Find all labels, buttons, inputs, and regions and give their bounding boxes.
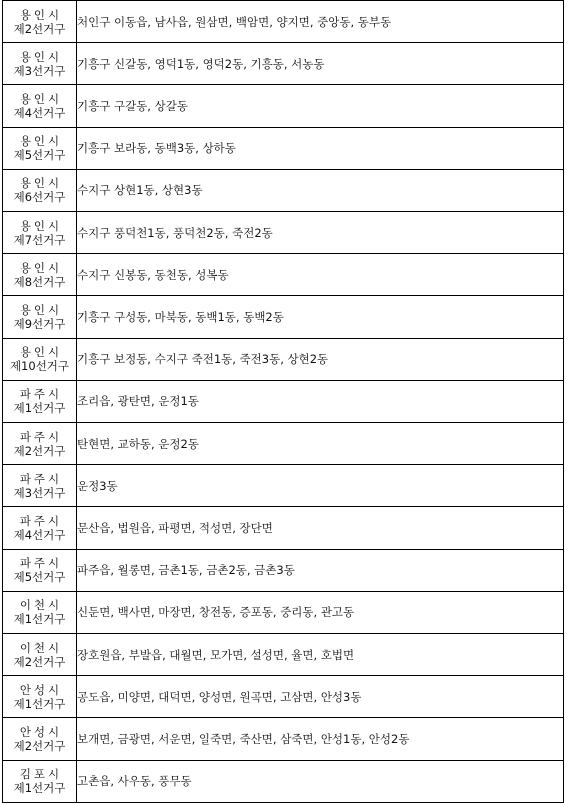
district-name-cell [3,591,77,633]
table-row [3,338,564,380]
district-areas: 기흥구 구갈동, 상갈동 [77,85,564,127]
district-name-cell [3,1,77,43]
district-areas: 기흥구 구성동, 마북동, 동백1동, 동백2동 [77,296,564,338]
district-areas: 기흥구 보정동, 수지구 죽전1동, 죽전3동, 상현2동 [77,338,564,380]
district-name-cell [3,254,77,296]
district-areas: 수지구 상현1동, 상현3동 [77,169,564,211]
district-areas: 조리읍, 광탄면, 운정1동 [77,380,564,422]
district-number: 제5선거구 [13,148,66,163]
district-areas: 운정3동 [77,465,564,507]
district-number: 제1선거구 [13,781,66,796]
table-row [3,465,564,507]
region-name: 용인시 [19,7,63,22]
district-areas: 파주읍, 월롱면, 금촌1동, 금촌2동, 금촌3동 [77,549,564,591]
district-number: 제10선거구 [9,359,70,374]
district-name-cell [3,169,77,211]
table-row [3,423,564,465]
district-number: 제4선거구 [13,106,66,120]
district-number: 제2선거구 [13,21,66,36]
district-areas: 신둔면, 백사면, 마장면, 창전동, 증포동, 중리동, 관고동 [77,591,564,633]
district-name-cell [3,43,77,85]
district-areas: 탄현면, 교하동, 운정2동 [77,423,564,465]
table-row [3,296,564,338]
table-row [3,43,564,85]
district-name-cell [3,423,77,465]
district-name-cell [3,718,77,760]
district-number: 제1선거구 [13,612,66,627]
region-name: 안성시 [19,725,63,740]
district-areas: 장호원읍, 부발읍, 대월면, 모가면, 설성면, 율면, 호법면 [77,634,564,676]
district-areas: 기흥구 신갈동, 영덕1동, 영덕2동, 기흥동, 서농동 [77,43,564,85]
district-areas: 고촌읍, 사우동, 풍무동 [77,760,564,802]
district-name-cell [3,85,77,127]
table-row [3,591,564,633]
district-name-cell [3,380,77,422]
table-row [3,676,564,718]
district-number: 제1선거구 [13,696,66,711]
region-name: 용인시 [19,134,63,149]
region-name: 용인시 [19,176,63,191]
table-row [3,549,564,591]
table-row [3,634,564,676]
district-name-cell [3,296,77,338]
table-row [3,380,564,422]
region-name: 용인시 [19,345,63,360]
district-number: 제7선거구 [13,232,66,247]
region-name: 파주시 [19,471,63,486]
region-name: 이천시 [19,640,63,655]
district-areas: 보개면, 금광면, 서운면, 일죽면, 죽산면, 삼죽면, 안성1동, 안성2동 [77,718,564,760]
district-number: 제2선거구 [13,739,66,754]
region-name: 안성시 [19,682,63,697]
district-areas: 수지구 풍덕천1동, 풍덕천2동, 죽전2동 [77,212,564,254]
table-row [3,1,564,43]
district-name-cell [3,634,77,676]
region-name: 용인시 [19,260,63,275]
table-row [3,718,564,760]
district-number: 제6선거구 [13,190,66,205]
region-name: 용인시 [19,303,63,318]
district-name-cell [3,465,77,507]
region-name: 파주시 [19,429,63,444]
table-row [3,212,564,254]
region-name: 용인시 [19,218,63,233]
district-areas: 수지구 신봉동, 동천동, 성복동 [77,254,564,296]
district-number: 제3선거구 [13,485,66,500]
table-row [3,254,564,296]
table-row [3,169,564,211]
region-name: 용인시 [19,49,63,64]
region-name: 파주시 [19,514,63,529]
district-number: 제4선거구 [13,528,66,543]
district-number: 제2선거구 [13,654,66,669]
district-number: 제5선거구 [13,570,66,585]
district-name-cell [3,338,77,380]
district-areas: 문산읍, 법원읍, 파평면, 적성면, 장단면 [77,507,564,549]
table-row [3,85,564,127]
district-number: 제3선거구 [13,63,66,78]
district-table [2,0,564,803]
district-number: 제8선거구 [13,274,66,289]
district-name-cell [3,549,77,591]
district-number: 제9선거구 [13,317,66,332]
district-name-cell [3,760,77,802]
table-row [3,760,564,802]
district-name-cell [3,212,77,254]
table-row [3,507,564,549]
district-number: 제1선거구 [13,401,66,416]
region-name: 파주시 [19,387,63,402]
district-number: 제2선거구 [13,443,66,458]
district-name-cell [3,507,77,549]
region-name: 용인시 [19,92,63,106]
table-row [3,127,564,169]
region-name: 파주시 [19,556,63,571]
district-name-cell [3,127,77,169]
district-areas: 기흥구 보라동, 동백3동, 상하동 [77,127,564,169]
district-name-cell [3,676,77,718]
region-name: 이천시 [19,598,63,613]
district-areas: 처인구 이동읍, 남사읍, 원삼면, 백암면, 양지면, 중앙동, 동부동 [77,1,564,43]
district-areas: 공도읍, 미양면, 대덕면, 양성면, 원곡면, 고삼면, 안성3동 [77,676,564,718]
district-table-body [3,1,564,803]
region-name: 김포시 [19,767,63,782]
